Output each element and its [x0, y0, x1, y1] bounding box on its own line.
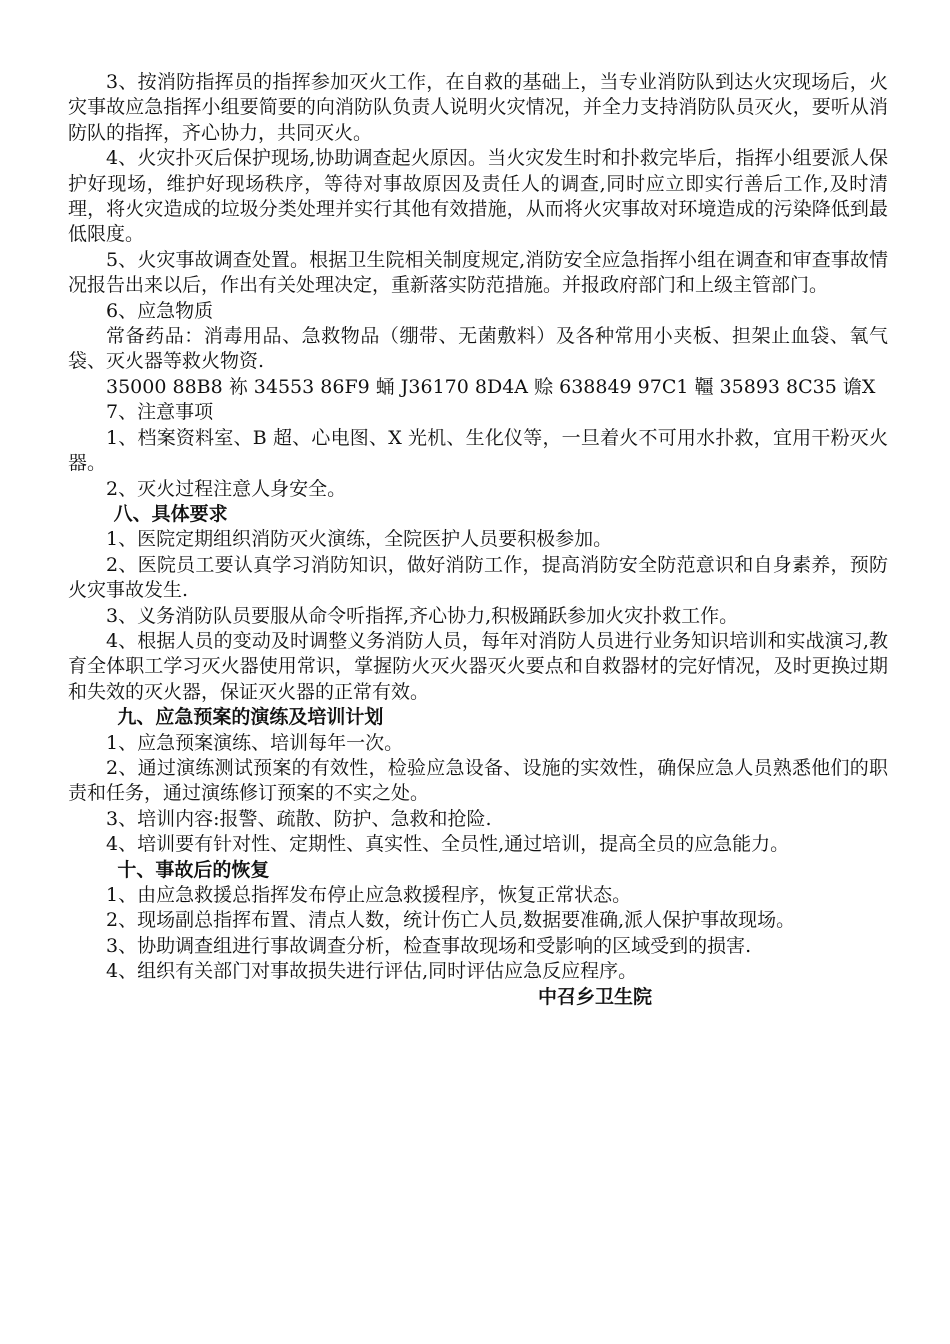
paragraph-fire-fighting-cooperation: 3、按消防指挥员的指挥参加灭火工作，在自救的基础上，当专业消防队到达火灾现场后，火灾事故应急指挥小组要简要的向消防队负责人说明火灾情况，并全力支持消防队员灭火，要听从消防队的指挥，齐心协力，共同灭火。: [68, 71, 888, 144]
list-item: 4、组织有关部门对事故损失进行评估,同时评估应急反应程序。: [106, 960, 638, 983]
list-item: 2、医院员工要认真学习消防知识，做好消防工作，提高消防安全防范意识和自身素养，预防火灾事故发生.: [68, 553, 888, 602]
paragraph-emergency-supplies-title: 6、应急物质: [106, 299, 214, 322]
list-item: 3、培训内容:报警、疏散、防护、急救和抢险.: [106, 807, 492, 830]
list-item: 4、培训要有针对性、定期性、真实性、全员性,通过培训，提高全员的应急能力。: [106, 833, 790, 856]
section-heading-drills-training: 九、应急预案的演练及培训计划: [117, 706, 384, 729]
paragraph-precaution-2: 2、灭火过程注意人身安全。: [106, 477, 347, 500]
list-item: 1、由应急救援总指挥发布停止应急救援程序，恢复正常状态。: [106, 884, 632, 906]
document-page: [68, 70, 888, 1010]
paragraph-code-line: 35000 88B8 袮 34553 86F9 蛹 J36170 8D4A 赊 638849 97C1 韁 35893 8C35 谵X: [106, 375, 876, 398]
paragraph-standing-medicines: 常备药品：消毒用品、急救物品（绷带、无菌敷料）及各种常用小夹板、担架止血袋、氧气袋、灭火器等救火物资.: [68, 325, 888, 373]
section-heading-specific-requirements: 八、具体要求: [113, 502, 228, 525]
list-item: 2、现场副总指挥布置、清点人数，统计伤亡人员,数据要准确,派人保护事故现场。: [106, 909, 796, 932]
list-item: 1、医院定期组织消防灭火演练，全院医护人员要积极参加。: [106, 528, 613, 551]
list-item: 4、根据人员的变动及时调整义务消防人员，每年对消防人员进行业务知识培训和实战演习,教育全体职工学习灭火器使用常识，掌握防火灭火器灭火要点和自救器材的完好情况，及时更换过期和失效的灭火器，保证灭火器的正常有效。: [68, 629, 888, 703]
paragraph-precautions-title: 7、注意事项: [106, 401, 214, 424]
signature-organization: 中召乡卫生院: [538, 985, 653, 1008]
paragraph-precaution-1: 1、档案资料室、B 超、心电图、X 光机、生化仪等，一旦着火不可用水扑救，宜用干粉灭火器。: [68, 426, 888, 475]
paragraph-site-protection: 4、火灾扑灭后保护现场,协助调查起火原因。当火灾发生时和扑救完毕后，指挥小组要派人保护好现场，维护好现场秩序，等待对事故原因及责任人的调查,同时应立即实行善后工作,及时清理，将火灾造成的垃圾分类处理并实行其他有效措施，从而将火灾事故对环境造成的污染降低到最低限度。: [68, 147, 888, 246]
section-heading-recovery: 十、事故后的恢复: [117, 858, 270, 881]
list-item: 3、义务消防队员要服从命令听指挥,齐心协力,积极踊跃参加火灾扑救工作。: [106, 604, 739, 627]
list-item: 3、协助调查组进行事故调查分析，检查事故现场和受影响的区域受到的损害.: [106, 934, 752, 957]
list-item: 2、通过演练测试预案的有效性，检验应急设备、设施的实效性，确保应急人员熟悉他们的职责和任务，通过演练修订预案的不实之处。: [68, 756, 888, 805]
list-item: 1、应急预案演练、培训每年一次。: [106, 731, 404, 754]
paragraph-accident-investigation: 5、火灾事故调查处置。根据卫生院相关制度规定,消防安全应急指挥小组在调查和审查事故情况报告出来以后，作出有关处理决定，重新落实防范措施。并报政府部门和上级主管部门。: [68, 248, 888, 297]
